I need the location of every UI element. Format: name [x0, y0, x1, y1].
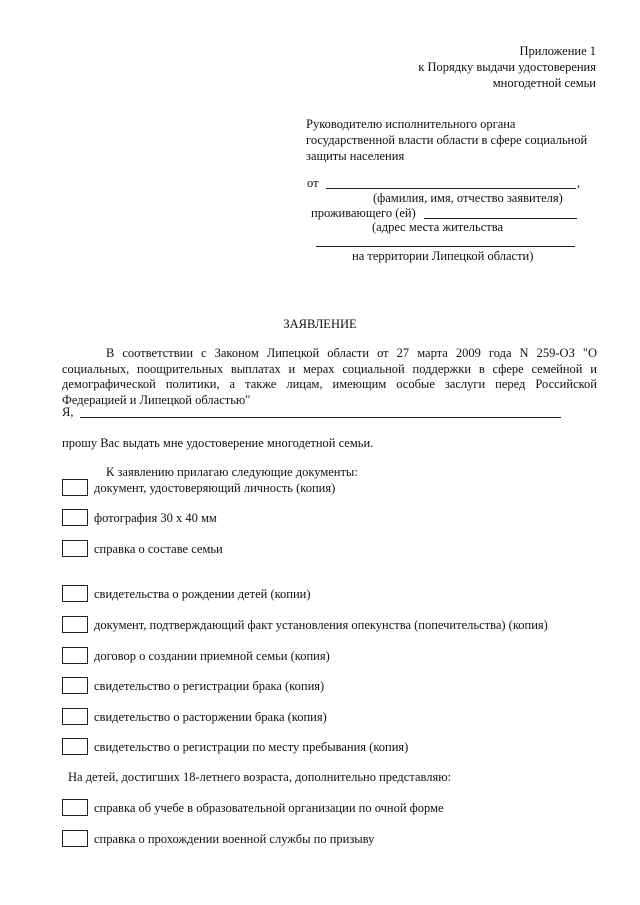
doc-label-foster-family: договор о создании приемной семьи (копия) [94, 649, 330, 663]
adult-children-intro: На детей, достигших 18-летнего возраста, дополнительно представляю: [68, 770, 452, 784]
addressee-line-3: защиты населения [306, 149, 405, 163]
ya-label: Я, [62, 405, 74, 419]
doc-label-family-certificate: справка о составе семьи [94, 542, 223, 556]
from-prefix: от [307, 176, 319, 190]
doc-label-education-certificate: справка об учебе в образовательной организации по очной форме [94, 801, 444, 815]
doc-label-guardianship: документ, подтверждающий факт установления опекунства (попечительства) (копия) [94, 618, 548, 632]
checkbox-photo[interactable] [62, 509, 88, 526]
residing-label: проживающего (ей) [311, 206, 416, 220]
applicant-name-field[interactable] [326, 188, 576, 189]
checkbox-guardianship[interactable] [62, 616, 88, 633]
appendix-line-2: к Порядку выдачи удостоверения [418, 60, 596, 74]
intro-paragraph [62, 346, 597, 408]
appendix-line-3: многодетной семьи [492, 76, 596, 90]
checkbox-military-certificate[interactable] [62, 830, 88, 847]
checkbox-foster-family[interactable] [62, 647, 88, 664]
address-field[interactable] [424, 218, 577, 219]
doc-label-residence-registration: свидетельство о регистрации по месту пребывания (копия) [94, 740, 409, 754]
checkbox-education-certificate[interactable] [62, 799, 88, 816]
checkbox-residence-registration[interactable] [62, 738, 88, 755]
appendix-line-1: Приложение 1 [519, 44, 596, 58]
checkbox-family-certificate[interactable] [62, 540, 88, 557]
address-field-2[interactable] [316, 246, 575, 247]
applicant-name-hint: (фамилия, имя, отчество заявителя) [373, 191, 563, 205]
checkbox-birth-certificates[interactable] [62, 585, 88, 602]
doc-label-photo: фотография 30 х 40 мм [94, 511, 217, 525]
applicant-fullname-field[interactable] [80, 417, 561, 418]
addressee-line-1: Руководителю исполнительного органа [306, 117, 516, 131]
request-text: прошу Вас выдать мне удостоверение многодетной семьи. [62, 436, 374, 450]
doc-label-divorce: свидетельство о расторжении брака (копия) [94, 710, 327, 724]
doc-label-military-certificate: справка о прохождении военной службы по призыву [94, 832, 375, 846]
checkbox-marriage[interactable] [62, 677, 88, 694]
address-hint: (адрес места жительства [372, 220, 504, 234]
doc-label-marriage: свидетельство о регистрации брака (копия) [94, 679, 325, 693]
checkbox-divorce[interactable] [62, 708, 88, 725]
doc-label-birth-certificates: свидетельства о рождении детей (копии) [94, 587, 311, 601]
docs-intro: К заявлению прилагаю следующие документы: [106, 465, 358, 479]
intro-text: В соответствии с Законом Липецкой области от 27 марта 2009 года N 259-ОЗ "О социальных, поощрительных выплатах и мерах социальной поддержки в сфере семейной и демографической политики, а также лицам, имеющим особые заслуги перед Российской Федерацией и Липецкой областью" [62, 346, 597, 407]
addressee-line-2: государственной власти области в сфере социальной [306, 133, 588, 147]
region-hint: на территории Липецкой области) [352, 249, 534, 263]
checkbox-identity-doc[interactable] [62, 479, 88, 496]
from-suffix: , [577, 176, 581, 190]
doc-label-identity: документ, удостоверяющий личность (копия) [94, 481, 336, 495]
document-title: ЗАЯВЛЕНИЕ [283, 317, 357, 331]
